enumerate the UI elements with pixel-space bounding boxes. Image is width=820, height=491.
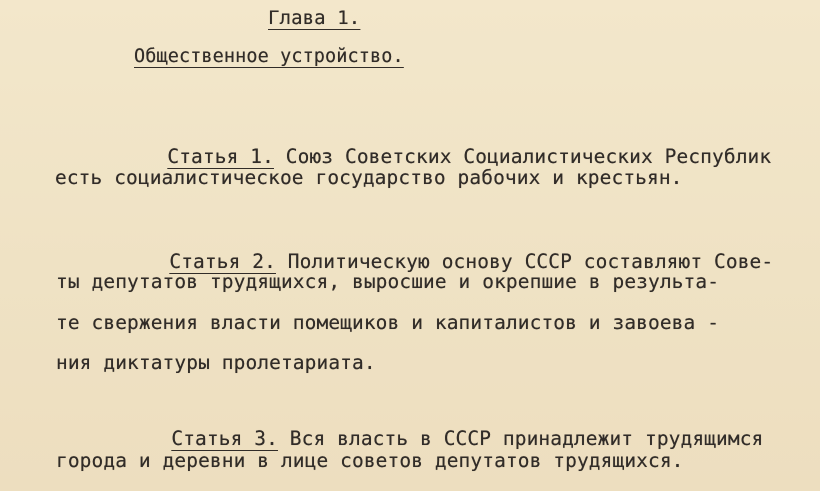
article-2-line-4: ния диктатуры пролетариата. [56,351,376,374]
article-1-line-2: есть социалистическое государство рабочих и крестьян. [55,166,683,189]
chapter-subtitle: Общественное устройство. [134,46,404,67]
article-2-text-1: Политическую основу СССР составляют Сове- [275,249,774,273]
article-1-label: Статья 1. [167,144,274,168]
article-2-line-3: те свержения власти помещиков и капиталистов и завоева - [56,311,720,334]
article-3-text-1: Вся власть в СССР принадлежит трудящимся [277,426,764,450]
article-3-line-2: города и деревни в лице советов депутатов трудящихся. [56,449,684,472]
chapter-title: Глава 1. [268,7,361,29]
article-2-line-2: ты депутатов трудящихся, выросшие и окрепшие в результа- [56,270,720,293]
article-2-label: Статья 2. [169,249,276,273]
article-3-label: Статья 3. [171,426,278,450]
article-1-text-1: Союз Советских Социалистических Республик [273,144,772,168]
